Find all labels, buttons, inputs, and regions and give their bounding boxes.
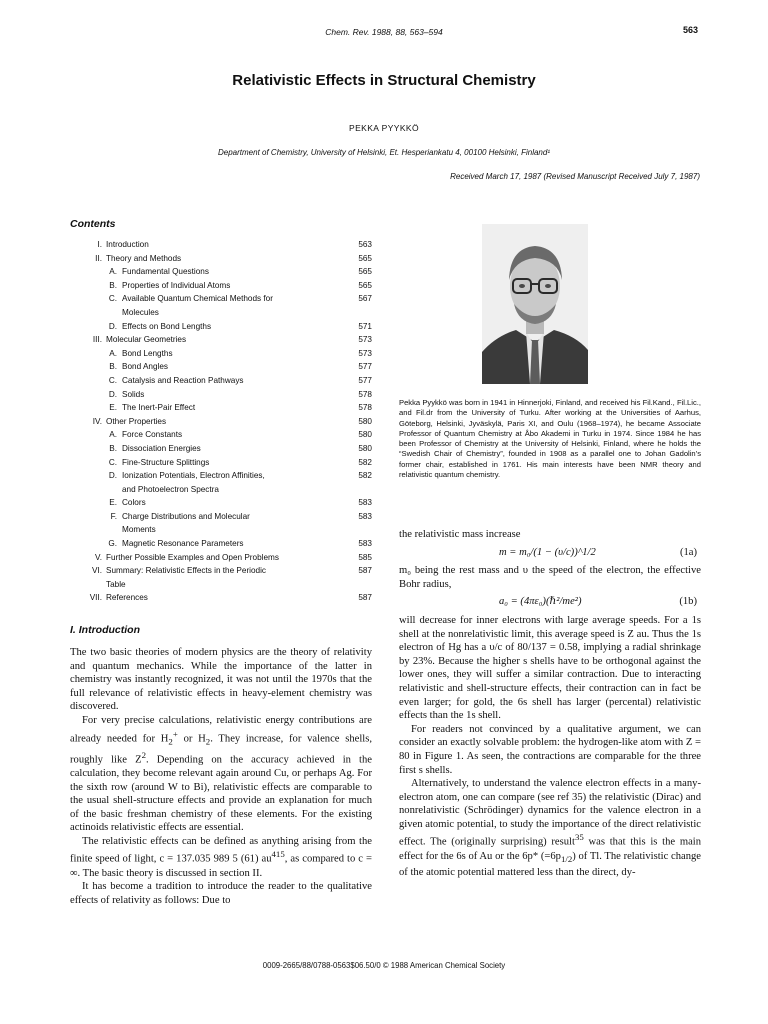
equation-1b-tag: (1b)	[679, 596, 697, 608]
toc-entry	[70, 564, 372, 578]
toc-entry	[70, 388, 372, 402]
journal-citation: Chem. Rev. 1988, 88, 563–594	[325, 27, 443, 37]
toc-entry-page: 571	[358, 321, 372, 331]
introduction-body	[70, 646, 372, 907]
toc-entry-number: IV.	[92, 416, 102, 426]
toc-entry-continuation: Table	[106, 579, 126, 589]
author-portrait	[482, 224, 588, 384]
toc-entry-number: E.	[109, 403, 117, 413]
toc-entry	[70, 401, 372, 415]
toc-entry-page: 578	[358, 389, 372, 399]
toc-entry-page: 578	[358, 403, 372, 413]
toc-entry	[70, 591, 372, 605]
toc-entry	[70, 469, 372, 483]
toc-entry	[70, 442, 372, 456]
copyright-footer: 0009-2665/88/0788-0563$06.50/0 © 1988 American Chemical Society	[262, 961, 506, 970]
running-header	[0, 24, 768, 40]
toc-entry	[70, 320, 372, 334]
intro-paragraph-2: For very precise calculations, relativistic energy contributions are already needed for $H_2^+$ or $H_2$. They increase, for valence shells, roughly like $Z^2$. Depending on the accuracy achieved in the calculation, they become relevant again around Cu, or perhaps Ag. For the sixth row (around W to Bi), relativistic effects are comparable to the usual shell-structure effects and provide an explanation for much of the basic freshman chemistry of these elements. For the existing actinoids relativistic effects are essential.	[70, 714, 373, 834]
toc-entry-page: 577	[358, 362, 372, 372]
toc-entry	[70, 360, 372, 374]
toc-entry-page: 577	[358, 375, 372, 385]
toc-entry-number: C.	[108, 457, 117, 467]
toc-entry-number: D.	[108, 321, 117, 331]
toc-entry-number: III.	[92, 335, 102, 345]
toc-entry-page: 587	[358, 593, 372, 603]
toc-entry-number: A.	[109, 348, 117, 358]
toc-entry-label: Theory and Methods	[106, 253, 182, 263]
toc-entry-label: Dissociation Energies	[122, 443, 201, 453]
paragraph-valence-effects: Alternatively, to understand the valence electron effects in a many-electron atom, one can compare (see ref 35) the relativistic (Dirac) and nonrelativistic (Schrödinger) dynamics for the valence electron in a given atomic potential, to study the importance of the direct relativistic effect. The (originally surprising) result$^{35}$ was that this is the main effect for the 6s of Au or the 6p* $(=6p_{1/2})$ of Tl. The relativistic change of the atomic potential mattered less than the direct, dy-	[399, 778, 702, 879]
equation-1a-formula: m = m₀/(1 − (υ/c))^1/2	[499, 546, 596, 558]
toc-entry-number: B.	[109, 280, 117, 290]
paragraph-hydrogen-like: For readers not convinced by a qualitative argument, we can consider an exactly solvable problem: the hydrogen-like atom with Z = 80 in Figure 1. As seen, the contractions are comparable for the three first s shells.	[399, 723, 701, 776]
toc-entry-label: Fundamental Questions	[122, 267, 209, 277]
received-date: Received March 17, 1987 (Revised Manuscript Received July 7, 1987)	[450, 172, 700, 181]
toc-entry-label: Charge Distributions and Molecular	[122, 511, 250, 521]
toc-entry	[70, 428, 372, 442]
toc-entry-label: Available Quantum Chemical Methods for	[122, 294, 273, 304]
toc-entry-continuation: Molecules	[122, 307, 159, 317]
toc-entry	[70, 496, 372, 510]
toc-entry-label: Colors	[122, 498, 146, 508]
toc-entry	[70, 456, 372, 470]
toc-entry-page: 573	[358, 335, 372, 345]
toc-entry-number: VI.	[91, 566, 102, 576]
mass-increase-lead: the relativistic mass increase	[399, 529, 521, 540]
article-title: Relativistic Effects in Structural Chemistry	[232, 72, 536, 89]
toc-entry-number: A.	[109, 267, 117, 277]
toc-entry-page: 565	[358, 267, 372, 277]
toc-entry-page: 585	[358, 552, 372, 562]
right-column-text	[399, 528, 701, 880]
toc-entry	[70, 292, 372, 306]
toc-entry-number: D.	[108, 471, 117, 481]
toc-entry-number: VII.	[89, 593, 102, 603]
toc-entry-label: Molecular Geometries	[106, 335, 187, 345]
toc-entry-number: I.	[97, 240, 102, 249]
toc-entry-number: C.	[108, 375, 117, 385]
toc-entry-label: Properties of Individual Atoms	[122, 280, 231, 290]
toc-entry-label: The Inert-Pair Effect	[122, 403, 196, 413]
toc-entry-label: Summary: Relativistic Effects in the Periodic	[106, 566, 267, 576]
intro-paragraph-4: It has become a tradition to introduce the reader to the qualitative effects of relativity as follows: Due to	[70, 881, 372, 906]
toc-entry	[70, 415, 372, 429]
toc-entry-label: Magnetic Resonance Parameters	[122, 539, 244, 549]
toc-entry-number: V.	[95, 552, 102, 562]
toc-entry	[70, 265, 372, 279]
author-biography: Pekka Pyykkö was born in 1941 in Hinnerjoki, Finland, and received his Fil.Kand., Fil.Lic., and Fil.dr from the University of Turku. After working at the Universities of Aarhus, Göteborg, Helsinki, Jyväskylä, Paris XI, and Oulu (1968–1974), he became Associate Professor of Quantum Chemistry at Åbo Akademi in Turku in 1974. Since 1984 he has been Professor of Chemistry at the University of Helsinki, Finland, where he holds the “Swedish Chair of Chemistry”, founded in 1908 as a parallel one to Johan Gadolin’s former chair, established in 1761. His main interests have been NMR theory and relativistic quantum chemistry.	[399, 398, 701, 480]
toc-entry-number: F.	[110, 511, 117, 521]
toc-entry	[70, 537, 372, 551]
toc-entry-page: 573	[358, 348, 372, 358]
toc-entry	[70, 510, 372, 524]
toc-entry-label: Catalysis and Reaction Pathways	[122, 375, 244, 385]
ref-35: 35	[574, 832, 584, 843]
toc-entry	[70, 347, 372, 361]
toc-entry-label: References	[106, 593, 148, 603]
toc-entry-page: 563	[358, 240, 372, 249]
toc-entry	[70, 551, 372, 565]
toc-entry-label: Fine-Structure Splittings	[122, 457, 210, 467]
toc-entry-page: 583	[358, 498, 372, 508]
toc-entry-page: 580	[358, 416, 372, 426]
toc-entry-label: Further Possible Examples and Open Problems	[106, 552, 279, 562]
toc-entry	[70, 238, 372, 252]
toc-entry	[70, 333, 372, 347]
toc-entry-label: Introduction	[106, 240, 149, 249]
contents-heading: Contents	[70, 218, 116, 230]
toc-entry-page: 587	[358, 566, 372, 576]
toc-entry-label: Ionization Potentials, Electron Affinities,	[122, 471, 265, 481]
toc-entry-page: 583	[358, 539, 372, 549]
toc-entry-page: 567	[358, 294, 372, 304]
toc-entry-label: Solids	[122, 389, 145, 399]
toc-entry-page: 580	[358, 430, 372, 440]
equation-1a-tag: (1a)	[679, 546, 697, 558]
toc-entry-number: D.	[108, 389, 117, 399]
toc-entry-label: Effects on Bond Lengths	[122, 321, 212, 331]
toc-entry	[70, 279, 372, 293]
page-number: 563	[682, 25, 698, 35]
intro-paragraph-1: The two basic theories of modern physics are the theory of relativity and quantum mechanics. While the importance of the latter in chemistry was instantly recognized, it was not until the 1970s that the full relevance of relativistic effects in heavy-element chemistry was discovered.	[70, 647, 372, 713]
introduction-heading: I. Introduction	[70, 624, 140, 636]
toc-entry-number: B.	[109, 362, 117, 372]
toc-entry-label: Bond Angles	[122, 362, 168, 372]
toc-entry-number: C.	[108, 294, 117, 304]
portrait-photo	[482, 224, 588, 384]
toc-entry-page: 583	[358, 511, 372, 521]
paragraph-contraction: will decrease for inner electrons with large average speeds. For a 1s shell at the nonrelativistic limit, this average speed is Z au. Thus the 1s electron of Hg has a υ/c of 80/137 = 0.58, implying a radial shrinkage by 23%. Because the higher s shells have to be orthogonal against the lower ones, they will suffer a similar contraction. Due to interacting relativistic and shell-structure effects, their contraction can in fact be even larger; for gold, the 6s shell has larger (percental) relativistic effects than the 1s shell.	[399, 614, 701, 722]
toc-entry	[70, 252, 372, 266]
toc-entry-number: G.	[108, 539, 117, 549]
toc-entry-label: Force Constants	[122, 430, 183, 440]
toc-entry-page: 565	[358, 253, 372, 263]
sub-half: 1/2	[560, 853, 573, 864]
toc-entry-continuation: and Photoelectron Spectra	[122, 484, 219, 494]
intro-paragraph-3: The relativistic effects can be defined as anything arising from the finite speed of light, c = 137.035 989 5 (61) $au^{415}$, as compared to c = ∞. The basic theory is discussed in section II.	[70, 835, 372, 879]
toc-entry-number: II.	[95, 253, 102, 263]
table-of-contents	[70, 238, 372, 605]
equation-1b	[399, 595, 701, 609]
toc-entry-label: Other Properties	[106, 416, 167, 426]
toc-entry-page: 565	[358, 280, 372, 290]
equation-1a	[399, 546, 701, 560]
author-affiliation: Department of Chemistry, University of Helsinki, Et. Hesperiankatu 4, 00100 Helsinki, Finland¹	[218, 148, 550, 157]
toc-entry-number: A.	[109, 430, 117, 440]
equation-1b-formula: a₀ = (4πε₀)(ℏ²/me²)	[499, 596, 582, 608]
toc-entry-number: E.	[109, 498, 117, 508]
toc-entry-continuation: Moments	[122, 525, 156, 535]
ref-415: 415	[271, 849, 285, 860]
author-name: PEKKA PYYKKÖ	[349, 123, 419, 133]
toc-entry-label: Bond Lengths	[122, 348, 173, 358]
toc-entry	[70, 374, 372, 388]
toc-entry-page: 582	[358, 471, 372, 481]
toc-entry-number: B.	[109, 443, 117, 453]
toc-entry-page: 580	[358, 443, 372, 453]
bohr-radius-lead: m₀ being the rest mass and υ the speed of the electron, the effective Bohr radius,	[399, 565, 701, 590]
toc-entry-page: 582	[358, 457, 372, 467]
